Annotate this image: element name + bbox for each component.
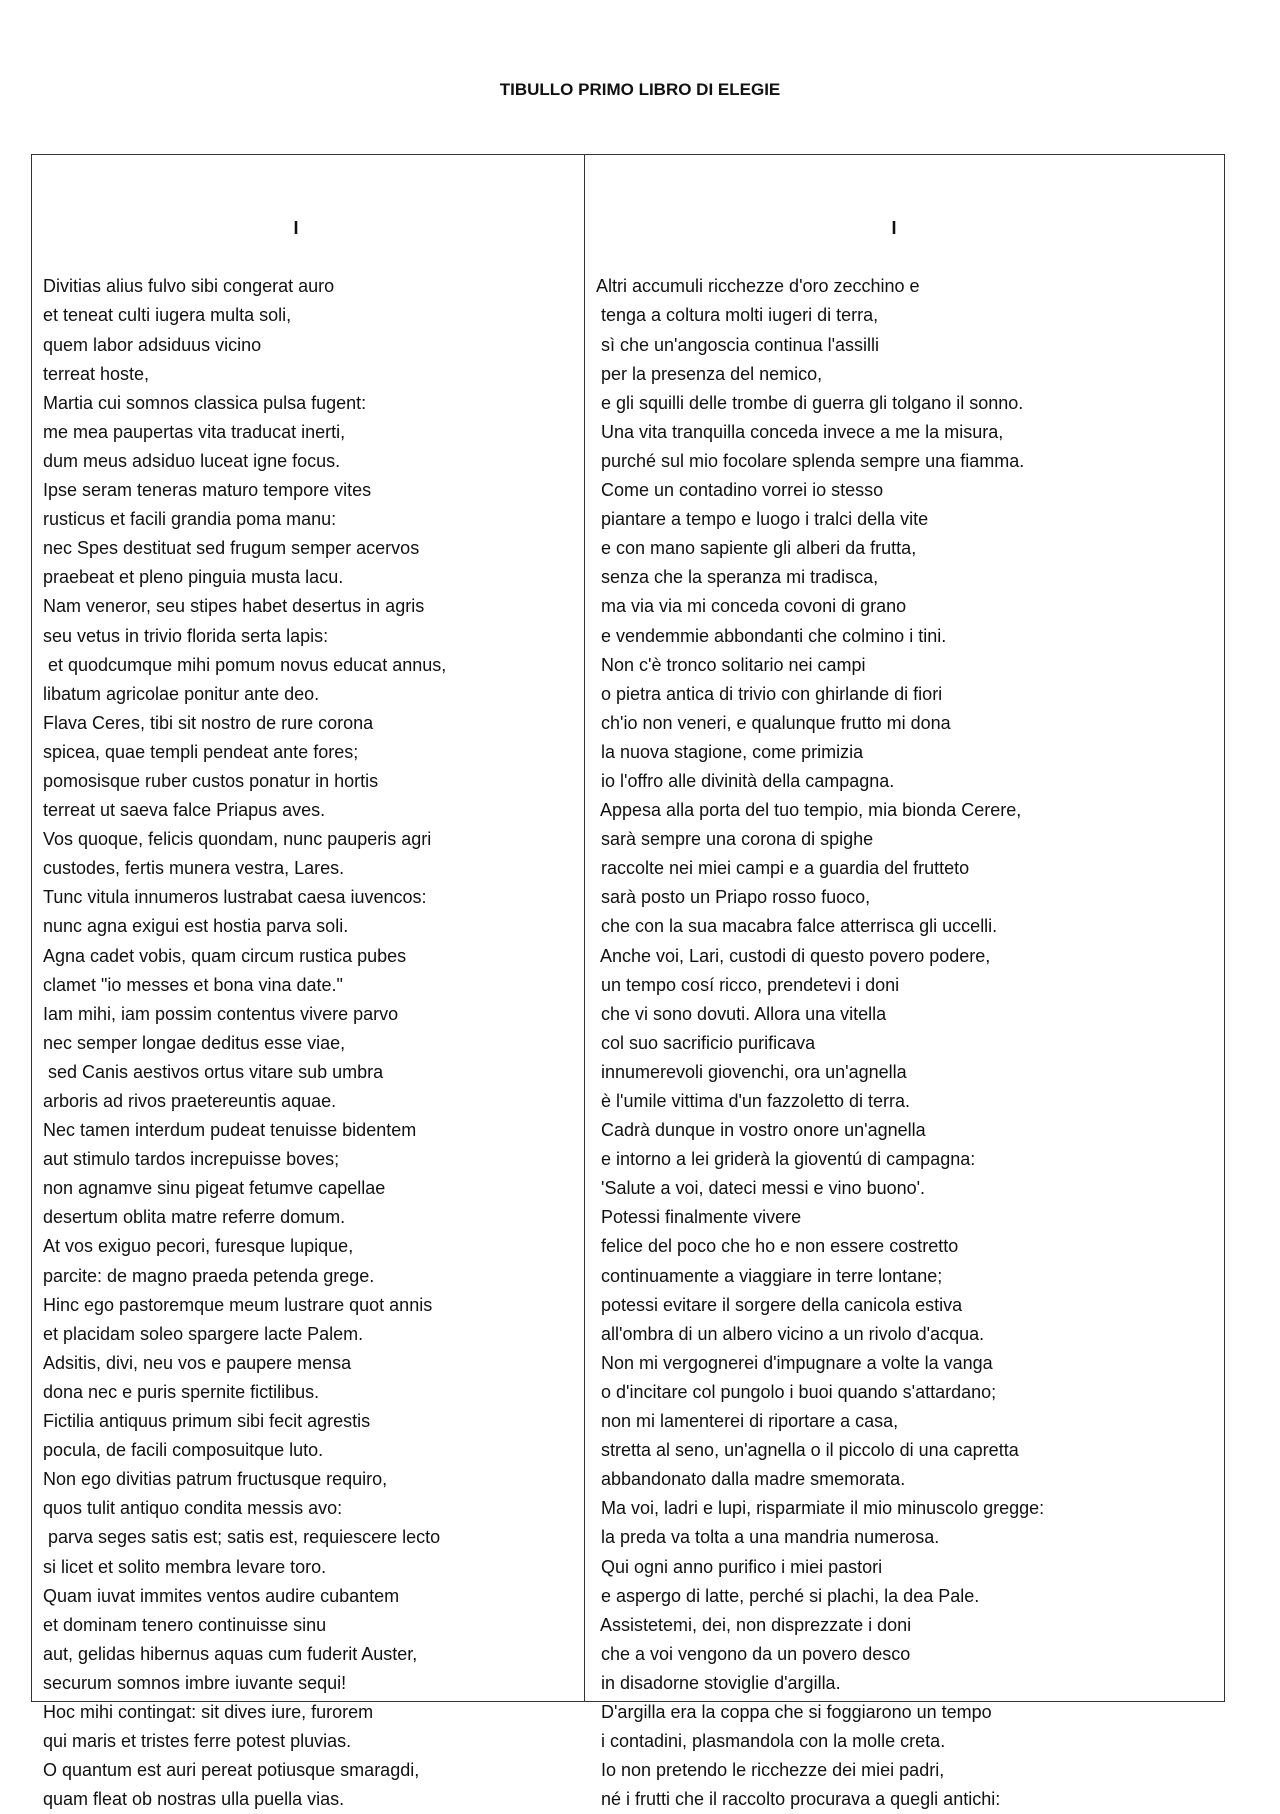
latin-line: aut stimulo tardos increpuisse boves;	[43, 1149, 340, 1170]
italian-line: all'ombra di un albero vicino a un rivolo d'acqua.	[596, 1323, 985, 1344]
italian-line: raccolte nei miei campi e a guardia del frutteto	[596, 858, 970, 879]
latin-line: O quantum est auri pereat potiusque smaragdi,	[43, 1760, 420, 1781]
italian-line: Una vita tranquilla conceda invece a me la misura,	[596, 421, 1004, 442]
italian-line: è l'umile vittima d'un fazzoletto di terra.	[596, 1091, 911, 1111]
italian-line: senza che la speranza mi tradisca,	[596, 567, 879, 588]
latin-line: custodes, fertis munera vestra, Lares.	[43, 858, 345, 879]
latin-line: parva seges satis est; satis est, requiescere lecto	[43, 1527, 441, 1548]
latin-line: securum somnos imbre iuvante sequi!	[43, 1672, 347, 1693]
document-title: TIBULLO PRIMO LIBRO DI ELEGIE	[499, 80, 781, 99]
italian-line: o pietra antica di trivio con ghirlande di fiori	[596, 683, 943, 704]
latin-line: Tunc vitula innumeros lustrabat caesa iuvencos:	[43, 887, 427, 908]
italian-line: e aspergo di latte, perché si plachi, la dea Pale.	[596, 1585, 980, 1606]
latin-line: sed Canis aestivos ortus vitare sub umbra	[43, 1061, 384, 1082]
italian-column	[596, 156, 1216, 1814]
italian-line: e gli squilli delle trombe di guerra gli tolgano il sonno.	[596, 392, 1024, 413]
italian-line: in disadorne stoviglie d'argilla.	[596, 1672, 841, 1693]
latin-line: Flava Ceres, tibi sit nostro de rure corona	[43, 712, 374, 733]
italian-line: né i frutti che il raccolto procurava a quegli antichi:	[596, 1789, 1001, 1810]
italian-heading: I	[891, 218, 897, 239]
latin-line: si licet et solito membra levare toro.	[43, 1556, 327, 1577]
italian-line: Potessi finalmente vivere	[596, 1207, 802, 1228]
latin-line: Agna cadet vobis, quam circum rustica pubes	[43, 945, 407, 966]
latin-line: clamet "io messes et bona vina date."	[43, 974, 343, 995]
italian-line: Appesa alla porta del tuo tempio, mia bionda Cerere,	[596, 800, 1022, 821]
italian-line: Anche voi, Lari, custodi di questo povero podere,	[596, 945, 991, 966]
italian-line: Altri accumuli ricchezze d'oro zecchino e	[596, 276, 920, 297]
italian-line: un tempo cosí ricco, prendetevi i doni	[596, 974, 900, 995]
latin-line: Hinc ego pastoremque meum lustrare quot annis	[43, 1294, 433, 1315]
italian-line: innumerevoli giovenchi, ora un'agnella	[596, 1061, 907, 1082]
latin-line: Non ego divitias patrum fructusque requiro,	[43, 1469, 388, 1490]
italian-line: che a voi vengono da un povero desco	[596, 1643, 911, 1664]
latin-line: nec semper longae deditus esse viae,	[43, 1032, 346, 1053]
latin-line: At vos exiguo pecori, furesque lupique,	[43, 1236, 354, 1257]
latin-line: me mea paupertas vita traducat inerti,	[43, 421, 346, 442]
latin-line: Martia cui somnos classica pulsa fugent:	[43, 392, 367, 413]
italian-line: ma via via mi conceda covoni di grano	[596, 596, 907, 617]
latin-line: et teneat culti iugera multa soli,	[43, 305, 292, 326]
italian-line: la preda va tolta a una mandria numerosa.	[596, 1527, 940, 1548]
latin-line: Vos quoque, felicis quondam, nunc pauperis agri	[43, 829, 432, 850]
latin-line: dum meus adsiduo luceat igne focus.	[43, 450, 341, 471]
italian-line: stretta al seno, un'agnella o il piccolo di una capretta	[596, 1440, 1019, 1461]
italian-line: che con la sua macabra falce atterrisca gli uccelli.	[596, 916, 998, 937]
latin-line: pocula, de facili composuitque luto.	[43, 1440, 324, 1461]
italian-line: abbandonato dalla madre smemorata.	[596, 1469, 906, 1490]
latin-line: nunc agna exigui est hostia parva soli.	[43, 916, 349, 937]
latin-line: Nec tamen interdum pudeat tenuisse bidentem	[43, 1120, 417, 1141]
latin-heading: I	[293, 218, 299, 239]
italian-line: Ma voi, ladri e lupi, risparmiate il mio minuscolo gregge:	[596, 1498, 1045, 1519]
italian-line: che vi sono dovuti. Allora una vitella	[596, 1003, 887, 1024]
latin-line: rusticus et facili grandia poma manu:	[43, 509, 337, 530]
latin-line: seu vetus in trivio florida serta lapis:	[43, 625, 329, 646]
latin-column	[43, 156, 573, 1814]
latin-line: terreat hoste,	[43, 363, 150, 384]
italian-line: Assistetemi, dei, non disprezzate i doni	[596, 1614, 912, 1635]
latin-line: quam fleat ob nostras ulla puella vias.	[43, 1789, 345, 1810]
latin-line: nec Spes destituat sed frugum semper acervos	[43, 538, 420, 559]
italian-line: Non c'è tronco solitario nei campi	[596, 654, 866, 675]
italian-line: per la presenza del nemico,	[596, 363, 823, 384]
latin-line: arboris ad rivos praetereuntis aquae.	[43, 1091, 337, 1111]
latin-line: Adsitis, divi, neu vos e paupere mensa	[43, 1352, 352, 1373]
italian-line: D'argilla era la coppa che si foggiarono un tempo	[596, 1701, 992, 1722]
italian-line: 'Salute a voi, dateci messi e vino buono'.	[596, 1178, 926, 1199]
latin-line: quem labor adsiduus vicino	[43, 334, 262, 355]
italian-line: Qui ogni anno purifico i miei pastori	[596, 1556, 883, 1577]
italian-line: sarà posto un Priapo rosso fuoco,	[596, 887, 871, 908]
column-divider	[584, 154, 585, 1702]
italian-line: purché sul mio focolare splenda sempre una fiamma.	[596, 450, 1025, 471]
italian-line: la nuova stagione, come primizia	[596, 741, 864, 762]
italian-line: sì che un'angoscia continua l'assilli	[596, 334, 880, 355]
latin-line: spicea, quae templi pendeat ante fores;	[43, 741, 359, 762]
italian-line: col suo sacrificio purificava	[596, 1032, 816, 1053]
italian-line: e vendemmie abbondanti che colmino i tini.	[596, 625, 947, 646]
italian-line: i contadini, plasmandola con la molle creta.	[596, 1731, 946, 1752]
latin-line: et dominam tenero continuisse sinu	[43, 1614, 327, 1635]
latin-line: praebeat et pleno pinguia musta lacu.	[43, 567, 344, 588]
latin-line: desertum oblita matre referre domum.	[43, 1207, 346, 1228]
italian-line: piantare a tempo e luogo i tralci della vite	[596, 509, 929, 530]
latin-line: aut, gelidas hibernus aquas cum fuderit Auster,	[43, 1643, 418, 1664]
italian-line: io l'offro alle divinità della campagna.	[596, 770, 895, 791]
italian-line: e intorno a lei griderà la gioventú di campagna:	[596, 1149, 976, 1170]
latin-line: qui maris et tristes ferre potest pluvias.	[43, 1731, 352, 1752]
italian-line: continuamente a viaggiare in terre lontane;	[596, 1265, 943, 1286]
latin-line: Quam iuvat immites ventos audire cubantem	[43, 1585, 400, 1606]
italian-line: sarà sempre una corona di spighe	[596, 829, 874, 850]
italian-line: potessi evitare il sorgere della canicola estiva	[596, 1294, 963, 1315]
italian-line: Come un contadino vorrei io stesso	[596, 480, 884, 501]
latin-line: Divitias alius fulvo sibi congerat auro	[43, 276, 335, 297]
latin-line: et placidam soleo spargere lacte Palem.	[43, 1323, 364, 1344]
latin-line: non agnamve sinu pigeat fetumve capellae	[43, 1178, 386, 1199]
latin-line: Ipse seram teneras maturo tempore vites	[43, 480, 372, 501]
italian-line: ch'io non veneri, e qualunque frutto mi dona	[596, 712, 951, 733]
latin-line: et quodcumque mihi pomum novus educat annus,	[43, 654, 447, 675]
italian-line: tenga a coltura molti iugeri di terra,	[596, 305, 879, 326]
latin-line: parcite: de magno praeda petenda grege.	[43, 1265, 375, 1286]
latin-line: quos tulit antiquo condita messis avo:	[43, 1498, 343, 1519]
italian-line: felice del poco che ho e non essere costretto	[596, 1236, 959, 1257]
italian-line: non mi lamenterei di riportare a casa,	[596, 1411, 899, 1432]
latin-line: libatum agricolae ponitur ante deo.	[43, 683, 320, 704]
latin-line: Nam veneror, seu stipes habet desertus in agris	[43, 596, 425, 617]
italian-line: Cadrà dunque in vostro onore un'agnella	[596, 1120, 926, 1141]
italian-line: Io non pretendo le ricchezze dei miei padri,	[596, 1760, 945, 1781]
latin-line: Iam mihi, iam possim contentus vivere parvo	[43, 1003, 399, 1024]
latin-line: dona nec e puris spernite fictilibus.	[43, 1381, 320, 1402]
italian-line: e con mano sapiente gli alberi da frutta,	[596, 538, 917, 559]
italian-line: Non mi vergognerei d'impugnare a volte la vanga	[596, 1352, 993, 1373]
italian-line: o d'incitare col pungolo i buoi quando s'attardano;	[596, 1381, 997, 1402]
latin-line: pomosisque ruber custos ponatur in hortis	[43, 770, 379, 791]
latin-line: Fictilia antiquus primum sibi fecit agrestis	[43, 1411, 371, 1432]
latin-line: terreat ut saeva falce Priapus aves.	[43, 800, 326, 821]
latin-line: Hoc mihi contingat: sit dives iure, furorem	[43, 1701, 374, 1722]
